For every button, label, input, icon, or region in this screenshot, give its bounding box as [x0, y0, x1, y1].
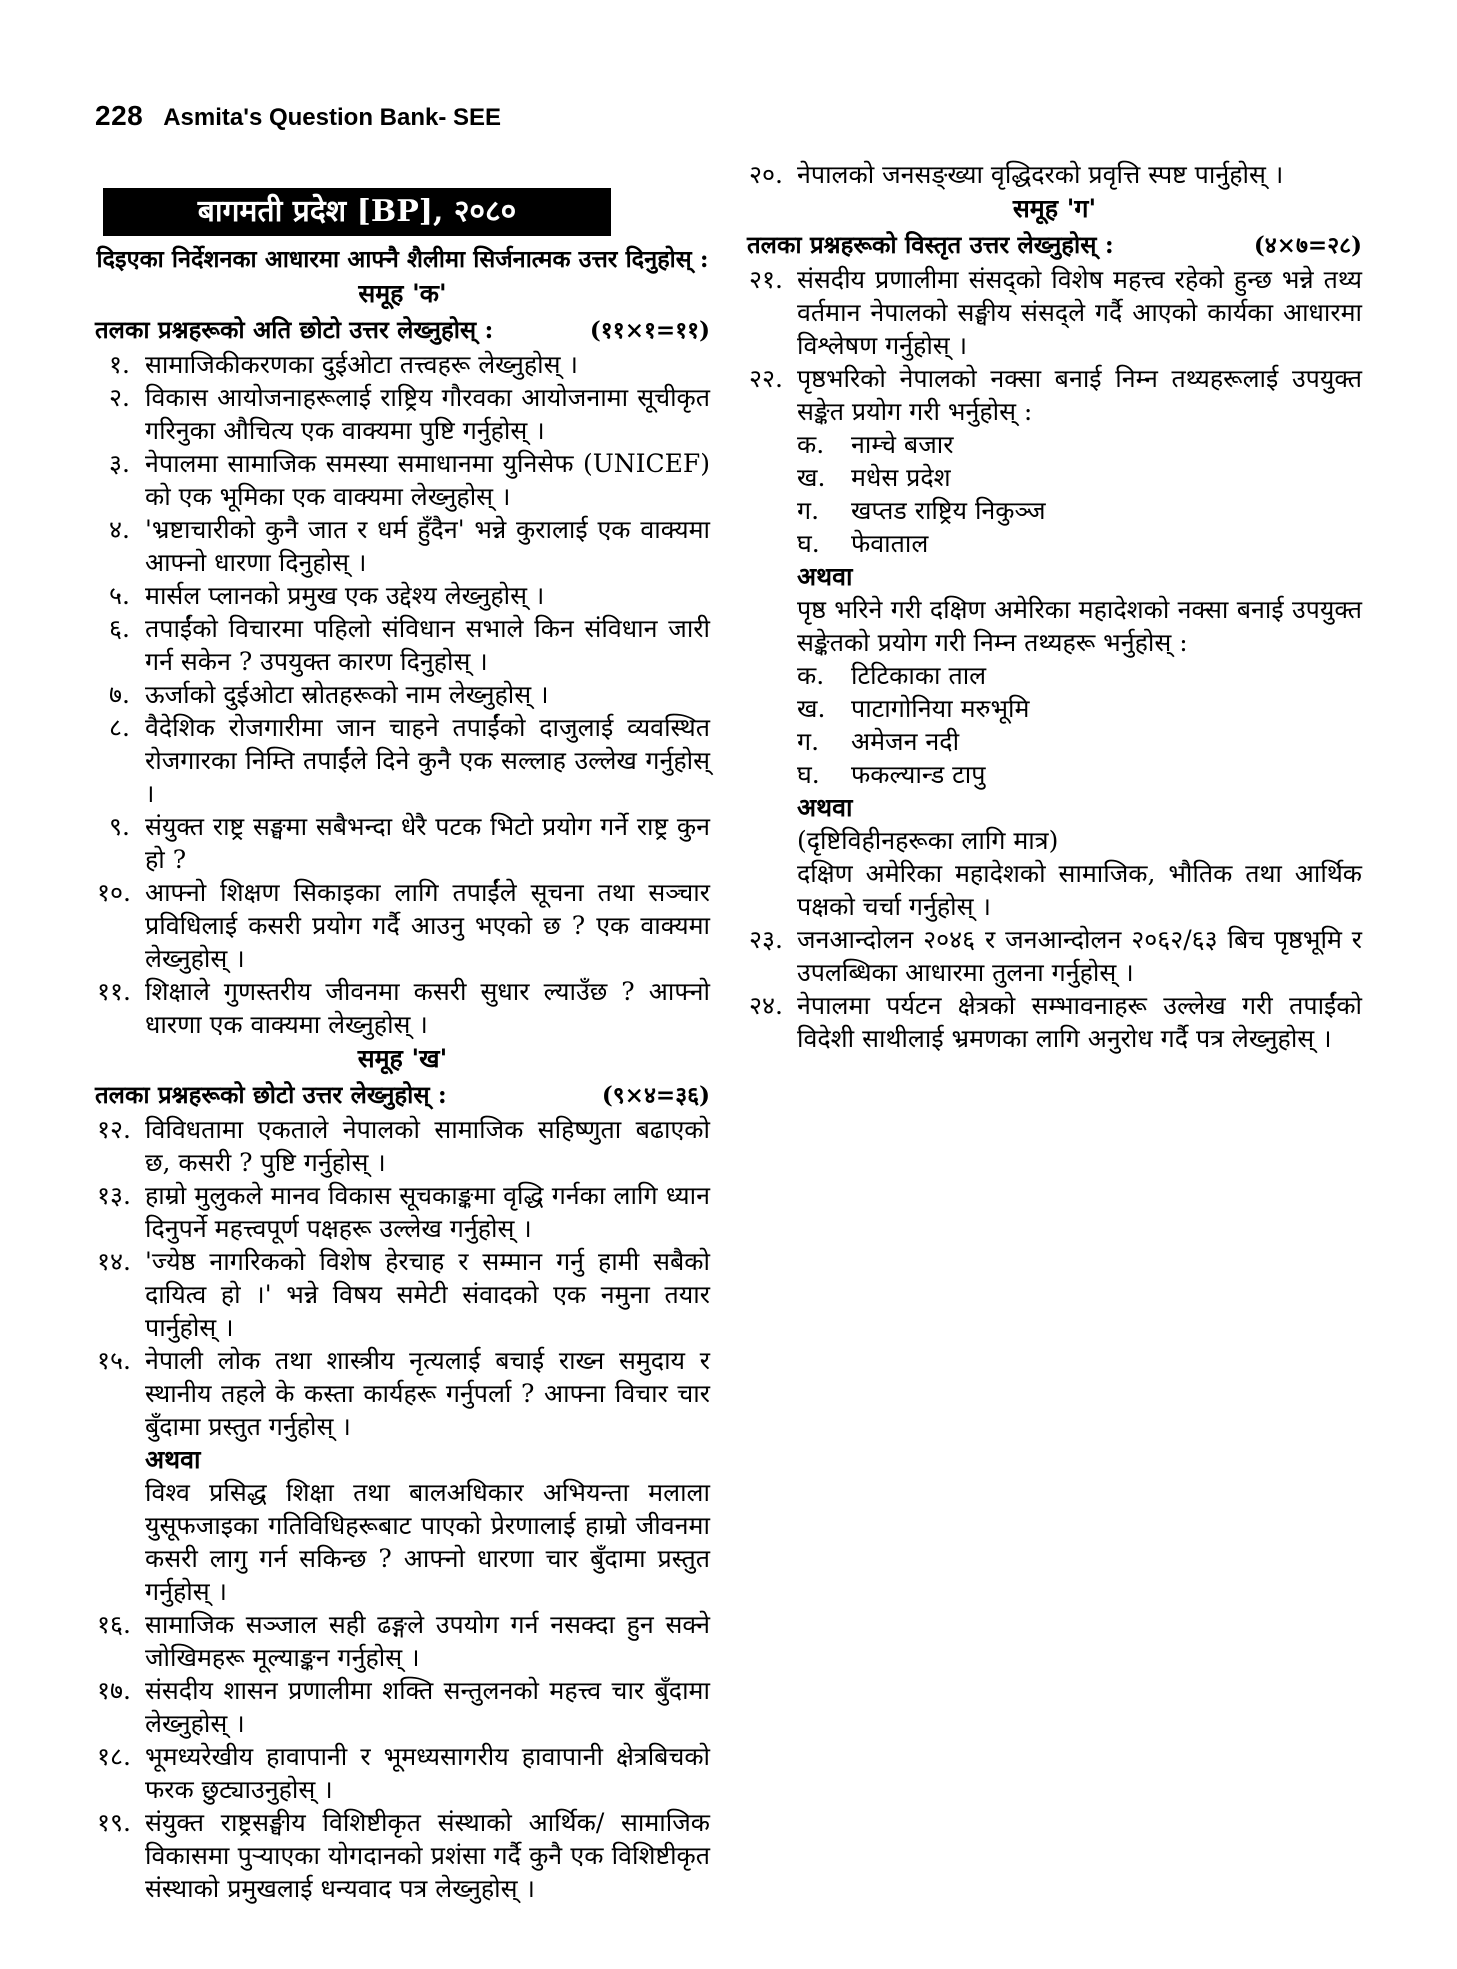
page-number: 228 [95, 100, 144, 131]
question-number: १२. [97, 1115, 131, 1144]
question-number: १. [109, 350, 130, 379]
group-ga-direction-row [747, 227, 1362, 263]
group-k-direction: तलका प्रश्नहरूको अति छोटो उत्तर लेख्नुहोस् : [95, 315, 494, 344]
question-number: २०. [749, 160, 783, 189]
sub-item-label: ग. [797, 727, 820, 756]
question-item-3 [95, 447, 710, 513]
question-item-16 [95, 1608, 710, 1674]
sub-item [797, 725, 1362, 758]
question-number: १३. [97, 1181, 131, 1210]
sub-item [797, 758, 1362, 791]
question-item-11 [95, 975, 710, 1041]
question-22-alt-text: पृष्ठ भरिने गरी दक्षिण अमेरिका महादेशको नक्सा बनाई उपयुक्त सङ्केतको प्रयोग गरी निम्न तथ्यहरू भर्नुहोस् : [797, 595, 1362, 657]
sub-item-text: मधेस प्रदेश [851, 463, 951, 492]
sub-item-label: क. [797, 430, 825, 459]
group-kha-heading: समूह 'ख' [357, 1044, 448, 1073]
question-text: संयुक्त राष्ट्रसङ्घीय विशिष्टीकृत संस्थाको आर्थिक/ सामाजिक विकासमा पुऱ्याएका योगदानको प्रशंसा गर्दै कुनै एक विशिष्टीकृत संस्थाको प्रमुखलाई धन्यवाद पत्र लेख्नुहोस् । [145, 1808, 710, 1903]
group-ga-marks: (४×७=२८) [1253, 232, 1362, 259]
sub-item-text: टिटिकाका ताल [851, 661, 987, 690]
sub-item [797, 527, 1362, 560]
sub-item-label: घ. [797, 529, 820, 558]
question-number: ५. [109, 581, 130, 610]
question-number: १९. [97, 1808, 131, 1837]
sub-item-text: पाटागोनिया मरुभूमि [851, 694, 1030, 723]
or-label: अथवा [145, 1445, 201, 1474]
question-item-8 [95, 711, 710, 810]
question-number: ६. [109, 614, 130, 643]
question-22-alt2-text: दक्षिण अमेरिका महादेशको सामाजिक, भौतिक तथा आर्थिक पक्षको चर्चा गर्नुहोस् । [797, 859, 1362, 921]
question-number: २४. [749, 991, 783, 1020]
sub-item-label: क. [797, 661, 825, 690]
content-columns [95, 158, 1362, 1905]
sub-item-text: नाम्चे बजार [851, 430, 954, 459]
question-item-4 [95, 513, 710, 579]
sub-item [797, 461, 1362, 494]
question-22-alt2-note: (दृष्टिविहीनहरूका लागि मात्र) [797, 826, 1059, 855]
question-text: संसदीय शासन प्रणालीमा शक्ति सन्तुलनको महत्त्व चार बुँदामा लेख्नुहोस् । [145, 1676, 710, 1738]
question-item-24 [747, 989, 1362, 1055]
question-item-2 [95, 381, 710, 447]
sub-item-label: ख. [797, 463, 826, 492]
sub-item-text: फकल्यान्ड टापु [851, 760, 986, 789]
sub-item-text: फेवाताल [851, 529, 929, 558]
question-text: हाम्रो मुलुकले मानव विकास सूचकाङ्कमा वृद्धि गर्नका लागि ध्यान दिनुपर्ने महत्त्वपूर्ण पक्षहरू उल्लेख गर्नुहोस् । [145, 1181, 710, 1243]
question-number: २२. [749, 364, 783, 393]
question-item-19 [95, 1806, 710, 1905]
exam-banner-title: बागमती प्रदेश [BP], २०८० [103, 188, 611, 236]
question-item-5 [95, 579, 710, 612]
question-text: पृष्ठभरिको नेपालको नक्सा बनाई निम्न तथ्यहरूलाई उपयुक्त सङ्केत प्रयोग गरी भर्नुहोस् : [797, 364, 1362, 426]
question-number: १०. [97, 878, 131, 907]
book-title: Asmita's Question Bank- SEE [163, 104, 502, 131]
question-item-13 [95, 1179, 710, 1245]
question-number: ७. [109, 680, 130, 709]
sub-item-text: अमेजन नदी [851, 727, 960, 756]
sub-item-label: ग. [797, 496, 820, 525]
question-item-18 [95, 1740, 710, 1806]
question-number: ३. [109, 449, 130, 478]
group-k-direction-row [95, 312, 710, 348]
left-column [95, 158, 710, 1905]
question-item-14 [95, 1245, 710, 1344]
question-text: नेपालमा पर्यटन क्षेत्रको सम्भावनाहरू उल्लेख गरी तपाईंको विदेशी साथीलाई भ्रमणका लागि अनुरोध गर्दै पत्र लेख्नुहोस् । [797, 991, 1362, 1053]
question-text: सामाजिक सञ्जाल सही ढङ्गले उपयोग गर्न नसक्दा हुन सक्ने जोखिमहरू मूल्याङ्कन गर्नुहोस् । [145, 1610, 710, 1672]
question-item-12 [95, 1113, 710, 1179]
question-text: जनआन्दोलन २०४६ र जनआन्दोलन २०६२/६३ बिच पृष्ठभूमि र उपलब्धिका आधारमा तुलना गर्नुहोस् । [797, 925, 1362, 987]
question-item-20 [747, 158, 1362, 191]
sub-item-label: घ. [797, 760, 820, 789]
question-number: १८. [97, 1742, 131, 1771]
sub-item-label: ख. [797, 694, 826, 723]
sub-item [797, 494, 1362, 527]
question-text: आफ्नो शिक्षण सिकाइका लागि तपाईंले सूचना तथा सञ्चार प्रविधिलाई कसरी प्रयोग गर्दै आउनु भएको छ ? एक वाक्यमा लेख्नुहोस् । [145, 878, 710, 973]
question-text: विकास आयोजनाहरूलाई राष्ट्रिय गौरवका आयोजनामा सूचीकृत गरिनुका औचित्य एक वाक्यमा पुष्टि गर्नुहोस् । [145, 383, 710, 445]
question-text: ऊर्जाको दुईओटा स्रोतहरूको नाम लेख्नुहोस् । [145, 680, 549, 709]
question-number: १६. [97, 1610, 131, 1639]
question-text: शिक्षाले गुणस्तरीय जीवनमा कसरी सुधार ल्याउँछ ? आफ्नो धारणा एक वाक्यमा लेख्नुहोस् । [145, 977, 710, 1039]
group-k-heading: समूह 'क' [358, 279, 447, 308]
question-item-15 [95, 1344, 710, 1443]
question-text: विविधतामा एकताले नेपालको सामाजिक सहिष्णुता बढाएको छ, कसरी ? पुष्टि गर्नुहोस् । [145, 1115, 710, 1177]
question-number: २१. [749, 265, 783, 294]
question-text: संयुक्त राष्ट्र सङ्घमा सबैभन्दा धेरै पटक भिटो प्रयोग गर्ने राष्ट्र कुन हो ? [145, 812, 710, 874]
question-item-10 [95, 876, 710, 975]
question-item-21 [747, 263, 1362, 362]
group-ga-direction: तलका प्रश्नहरूको विस्तृत उत्तर लेख्नुहोस् : [747, 230, 1114, 259]
sub-item [797, 428, 1362, 461]
group-kha-direction-row [95, 1077, 710, 1113]
question-text: वैदेशिक रोजगारीमा जान चाहने तपाईंको दाजुलाई व्यवस्थित रोजगारका निम्ति तपाईंले दिने कुनै एक सल्लाह उल्लेख गर्नुहोस् । [145, 713, 710, 808]
question-text: भूमध्यरेखीय हावापानी र भूमध्यसागरीय हावापानी क्षेत्रबिचको फरक छुट्याउनुहोस् । [145, 1742, 710, 1804]
sub-item [797, 659, 1362, 692]
right-column [747, 158, 1362, 1905]
or-label: अथवा [797, 793, 853, 822]
question-text: 'भ्रष्टाचारीको कुनै जात र धर्म हुँदैन' भन्ने कुरालाई एक वाक्यमा आफ्नो धारणा दिनुहोस् । [145, 515, 710, 577]
question-number: ९. [109, 812, 130, 841]
group-k-marks: (११×१=११) [589, 317, 710, 344]
question-number: १५. [97, 1346, 131, 1375]
question-text: नेपाली लोक तथा शास्त्रीय नृत्यलाई बचाई राख्न समुदाय र स्थानीय तहले के कस्ता कार्यहरू गर्नुपर्ला ? आफ्ना विचार चार बुँदामा प्रस्तुत गर्नुहोस् । [145, 1346, 710, 1441]
question-number: ८. [109, 713, 130, 742]
question-text: नेपालमा सामाजिक समस्या समाधानमा युनिसेफ (UNICEF) को एक भूमिका एक वाक्यमा लेख्नुहोस् । [145, 449, 710, 511]
question-item-1 [95, 348, 710, 381]
question-number: १४. [97, 1247, 131, 1276]
question-item-6 [95, 612, 710, 678]
question-number: २. [109, 383, 130, 412]
sub-item [797, 692, 1362, 725]
page-header [95, 100, 1362, 132]
question-text: 'ज्येष्ठ नागरिकको विशेष हेरचाह र सम्मान गर्नु हामी सबैको दायित्व हो ।' भन्ने विषय समेटी संवादको एक नमुना तयार पार्नुहोस् । [145, 1247, 710, 1342]
question-item-23 [747, 923, 1362, 989]
question-item-17 [95, 1674, 710, 1740]
sub-item-text: खप्तड राष्ट्रिय निकुञ्ज [851, 496, 1046, 525]
group-kha-direction: तलका प्रश्नहरूको छोटो उत्तर लेख्नुहोस् : [95, 1080, 447, 1109]
group-kha-marks: (९×४=३६) [601, 1082, 710, 1109]
instruction-line: दिइएका निर्देशनका आधारमा आफ्नै शैलीमा सिर्जनात्मक उत्तर दिनुहोस् : [96, 245, 709, 273]
or-label: अथवा [797, 562, 853, 591]
question-number: २३. [749, 925, 783, 954]
question-text: नेपालको जनसङ्ख्या वृद्धिदरको प्रवृत्ति स्पष्ट पार्नुहोस् । [797, 160, 1284, 189]
question-text: सामाजिकीकरणका दुईओटा तत्त्वहरू लेख्नुहोस् । [145, 350, 578, 379]
question-text: संसदीय प्रणालीमा संसद्को विशेष महत्त्व रहेको हुन्छ भन्ने तथ्य वर्तमान नेपालको सङ्घीय संसद्ले गर्दै आएको कार्यका आधारमा विश्लेषण गर्नुहोस् । [797, 265, 1362, 360]
question-number: ४. [109, 515, 130, 544]
question-item-7 [95, 678, 710, 711]
question-number: १७. [97, 1676, 131, 1705]
question-text: मार्सल प्लानको प्रमुख एक उद्देश्य लेख्नुहोस् । [145, 581, 545, 610]
group-ga-heading: समूह 'ग' [1012, 194, 1097, 223]
question-item-9 [95, 810, 710, 876]
question-number: ११. [97, 977, 131, 1006]
question-15-alt-text: विश्व प्रसिद्ध शिक्षा तथा बालअधिकार अभियन्ता मलाला युसूफजाइका गतिविधिहरूबाट पाएको प्रेरणालाई हाम्रो जीवनमा कसरी लागु गर्न सकिन्छ ? आफ्नो धारणा चार बुँदामा प्रस्तुत गर्नुहोस् । [145, 1478, 710, 1606]
question-text: तपाईंको विचारमा पहिलो संविधान सभाले किन संविधान जारी गर्न सकेन ? उपयुक्त कारण दिनुहोस् । [145, 614, 710, 676]
question-item-22 [747, 362, 1362, 428]
